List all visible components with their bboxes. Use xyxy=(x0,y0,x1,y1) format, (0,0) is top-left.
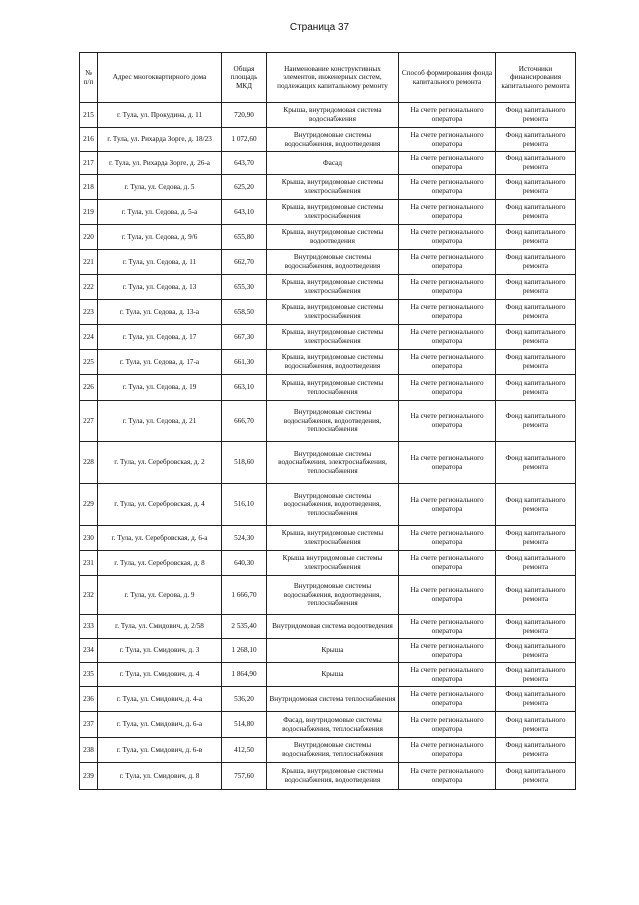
row-area: 514,80 xyxy=(222,712,267,738)
page-number: Страница 37 xyxy=(289,22,350,33)
row-method: На счете регионального оператора xyxy=(399,763,496,790)
row-method: На счете регионального оператора xyxy=(399,663,496,687)
row-elements: Крыша, внутридомовые системы водоснабжения, водоотведения xyxy=(267,350,399,375)
row-area: 1 072,60 xyxy=(222,128,267,152)
row-method: На счете регионального оператора xyxy=(399,200,496,225)
row-method: На счете регионального оператора xyxy=(399,401,496,442)
row-area: 658,50 xyxy=(222,300,267,325)
row-source: Фонд капитального ремонта xyxy=(496,526,576,551)
row-source: Фонд капитального ремонта xyxy=(496,300,576,325)
row-source: Фонд капитального ремонта xyxy=(496,484,576,526)
header-area: Общая площадь МКД xyxy=(222,53,267,103)
row-number: 231 xyxy=(80,551,98,576)
table-row xyxy=(80,484,576,526)
row-area: 667,30 xyxy=(222,325,267,350)
table-row xyxy=(80,615,576,639)
row-address: г. Тула, ул. Серебровская, д. 2 xyxy=(98,442,222,484)
row-elements: Фасад, внутридомовые системы водоснабжения, теплоснабжения xyxy=(267,712,399,738)
row-area: 640,30 xyxy=(222,551,267,576)
row-address: г. Тула, ул. Седова, д. 5 xyxy=(98,175,222,200)
row-address: г. Тула, ул. Седова, д. 17-а xyxy=(98,350,222,375)
row-number: 224 xyxy=(80,325,98,350)
row-elements: Крыша xyxy=(267,639,399,663)
row-address: г. Тула, ул. Смидович, д. 8 xyxy=(98,763,222,790)
row-number: 217 xyxy=(80,152,98,175)
row-address: г. Тула, ул. Седова, д. 11 xyxy=(98,250,222,275)
row-source: Фонд капитального ремонта xyxy=(496,275,576,300)
row-source: Фонд капитального ремонта xyxy=(496,712,576,738)
table-row xyxy=(80,300,576,325)
row-area: 412,50 xyxy=(222,738,267,763)
table-body xyxy=(80,103,576,790)
row-method: На счете регионального оператора xyxy=(399,152,496,175)
table-row xyxy=(80,250,576,275)
row-number: 223 xyxy=(80,300,98,325)
row-source: Фонд капитального ремонта xyxy=(496,250,576,275)
header-source: Источники финансирования капитального ремонта xyxy=(496,53,576,103)
row-number: 225 xyxy=(80,350,98,375)
row-source: Фонд капитального ремонта xyxy=(496,663,576,687)
row-address: г. Тула, ул. Смидович, д. 2/58 xyxy=(98,615,222,639)
row-address: г. Тула, ул. Седова, д. 13-а xyxy=(98,300,222,325)
row-number: 235 xyxy=(80,663,98,687)
table-row xyxy=(80,442,576,484)
row-elements: Крыша xyxy=(267,663,399,687)
row-number: 216 xyxy=(80,128,98,152)
row-elements: Крыша, внутридомовые системы водоснабжения, водоотведения xyxy=(267,763,399,790)
row-source: Фонд капитального ремонта xyxy=(496,350,576,375)
table-row xyxy=(80,128,576,152)
row-source: Фонд капитального ремонта xyxy=(496,763,576,790)
row-number: 221 xyxy=(80,250,98,275)
row-address: г. Тула, ул. Прокудина, д. 11 xyxy=(98,103,222,128)
row-source: Фонд капитального ремонта xyxy=(496,103,576,128)
row-elements: Крыша, внутридомовые системы электроснабжения xyxy=(267,200,399,225)
row-elements: Внутридомовые системы водоснабжения, водоотведения xyxy=(267,250,399,275)
table-row xyxy=(80,401,576,442)
row-source: Фонд капитального ремонта xyxy=(496,687,576,712)
header-address: Адрес многоквартирного дома xyxy=(98,53,222,103)
row-area: 757,60 xyxy=(222,763,267,790)
table-row xyxy=(80,350,576,375)
row-elements: Внутридомовые системы водоснабжения, водоотведения, теплоснабжения xyxy=(267,401,399,442)
row-number: 226 xyxy=(80,375,98,401)
row-method: На счете регионального оператора xyxy=(399,375,496,401)
row-source: Фонд капитального ремонта xyxy=(496,551,576,576)
row-area: 662,70 xyxy=(222,250,267,275)
row-number: 239 xyxy=(80,763,98,790)
row-elements: Крыша, внутридомовые системы водоотведения xyxy=(267,225,399,250)
row-number: 229 xyxy=(80,484,98,526)
row-address: г. Тула, ул. Рихарда Зорге, д. 26-а xyxy=(98,152,222,175)
row-method: На счете регионального оператора xyxy=(399,639,496,663)
row-source: Фонд капитального ремонта xyxy=(496,639,576,663)
row-elements: Внутридомовые системы водоснабжения, водоотведения, теплоснабжения xyxy=(267,576,399,615)
row-method: На счете регионального оператора xyxy=(399,225,496,250)
row-elements: Внутридомовые системы водоснабжения, электроснабжения, теплоснабжения xyxy=(267,442,399,484)
row-number: 230 xyxy=(80,526,98,551)
table-row xyxy=(80,375,576,401)
header-elements: Наименование конструктивных элементов, инженерных систем, подлежащих капитальному ремонту xyxy=(267,53,399,103)
row-source: Фонд капитального ремонта xyxy=(496,152,576,175)
row-area: 643,10 xyxy=(222,200,267,225)
table-row xyxy=(80,551,576,576)
table-row xyxy=(80,325,576,350)
table-row xyxy=(80,225,576,250)
row-address: г. Тула, ул. Смидович, д. 4-а xyxy=(98,687,222,712)
row-source: Фонд капитального ремонта xyxy=(496,738,576,763)
table-row xyxy=(80,663,576,687)
row-number: 227 xyxy=(80,401,98,442)
row-method: На счете регионального оператора xyxy=(399,526,496,551)
row-method: На счете регионального оператора xyxy=(399,300,496,325)
row-elements: Внутридомовые системы водоснабжения, теплоснабжения xyxy=(267,738,399,763)
row-area: 661,30 xyxy=(222,350,267,375)
row-address: г. Тула, ул. Седова, д. 19 xyxy=(98,375,222,401)
row-address: г. Тула, ул. Серебровская, д. 4 xyxy=(98,484,222,526)
row-area: 524,30 xyxy=(222,526,267,551)
row-address: г. Тула, ул. Седова, д. 21 xyxy=(98,401,222,442)
row-area: 516,10 xyxy=(222,484,267,526)
row-number: 234 xyxy=(80,639,98,663)
table-row xyxy=(80,175,576,200)
repair-program-table xyxy=(79,52,576,790)
row-number: 218 xyxy=(80,175,98,200)
row-elements: Фасад xyxy=(267,152,399,175)
row-source: Фонд капитального ремонта xyxy=(496,615,576,639)
row-address: г. Тула, ул. Седова, д. 5-а xyxy=(98,200,222,225)
row-method: На счете регионального оператора xyxy=(399,712,496,738)
row-elements: Крыша, внутридомовые системы электроснабжения xyxy=(267,526,399,551)
row-area: 643,70 xyxy=(222,152,267,175)
row-area: 666,70 xyxy=(222,401,267,442)
row-method: На счете регионального оператора xyxy=(399,128,496,152)
row-number: 220 xyxy=(80,225,98,250)
row-area: 518,60 xyxy=(222,442,267,484)
row-method: На счете регионального оператора xyxy=(399,275,496,300)
row-number: 238 xyxy=(80,738,98,763)
row-method: На счете регионального оператора xyxy=(399,615,496,639)
row-address: г. Тула, ул. Смидович, д. 3 xyxy=(98,639,222,663)
row-area: 1 268,10 xyxy=(222,639,267,663)
row-area: 655,80 xyxy=(222,225,267,250)
row-elements: Крыша, внутридомовые системы теплоснабжения xyxy=(267,375,399,401)
table-row xyxy=(80,200,576,225)
row-number: 236 xyxy=(80,687,98,712)
table-row xyxy=(80,639,576,663)
row-elements: Внутридомовые системы водоснабжения, водоотведения, теплоснабжения xyxy=(267,484,399,526)
table-row xyxy=(80,576,576,615)
row-area: 655,30 xyxy=(222,275,267,300)
row-method: На счете регионального оператора xyxy=(399,350,496,375)
header-method: Способ формирования фонда капитального ремонта xyxy=(399,53,496,103)
row-method: На счете регионального оператора xyxy=(399,576,496,615)
row-area: 2 535,40 xyxy=(222,615,267,639)
table-row xyxy=(80,526,576,551)
row-source: Фонд капитального ремонта xyxy=(496,200,576,225)
table-row xyxy=(80,275,576,300)
row-address: г. Тула, ул. Серебровская, д. 8 xyxy=(98,551,222,576)
row-method: На счете регионального оператора xyxy=(399,250,496,275)
row-method: На счете регионального оператора xyxy=(399,484,496,526)
row-method: На счете регионального оператора xyxy=(399,325,496,350)
row-method: На счете регионального оператора xyxy=(399,687,496,712)
row-area: 1 666,70 xyxy=(222,576,267,615)
row-number: 233 xyxy=(80,615,98,639)
table-row xyxy=(80,738,576,763)
table-row xyxy=(80,763,576,790)
row-source: Фонд капитального ремонта xyxy=(496,175,576,200)
row-method: На счете регионального оператора xyxy=(399,551,496,576)
row-number: 232 xyxy=(80,576,98,615)
row-method: На счете регионального оператора xyxy=(399,738,496,763)
row-elements: Крыша, внутридомовая система водоснабжения xyxy=(267,103,399,128)
row-number: 222 xyxy=(80,275,98,300)
row-address: г. Тула, ул. Седова, д. 17 xyxy=(98,325,222,350)
row-number: 215 xyxy=(80,103,98,128)
row-method: На счете регионального оператора xyxy=(399,442,496,484)
row-source: Фонд капитального ремонта xyxy=(496,401,576,442)
row-address: г. Тула, ул. Седова, д. 13 xyxy=(98,275,222,300)
row-address: г. Тула, ул. Серебровская, д. 6-а xyxy=(98,526,222,551)
row-number: 228 xyxy=(80,442,98,484)
header-num: № п/п xyxy=(80,53,98,103)
table-row xyxy=(80,687,576,712)
row-elements: Крыша, внутридомовые системы электроснабжения xyxy=(267,175,399,200)
row-address: г. Тула, ул. Смидович, д. 6-в xyxy=(98,738,222,763)
table-row xyxy=(80,103,576,128)
row-elements: Внутридомовая система водоотведения xyxy=(267,615,399,639)
row-method: На счете регионального оператора xyxy=(399,103,496,128)
row-source: Фонд капитального ремонта xyxy=(496,128,576,152)
row-source: Фонд капитального ремонта xyxy=(496,442,576,484)
row-elements: Крыша, внутридомовые системы электроснабжения xyxy=(267,275,399,300)
row-area: 625,20 xyxy=(222,175,267,200)
row-area: 720,90 xyxy=(222,103,267,128)
row-source: Фонд капитального ремонта xyxy=(496,375,576,401)
row-address: г. Тула, ул. Смидович, д. 6-а xyxy=(98,712,222,738)
table-header-row xyxy=(80,53,576,103)
row-elements: Внутридомовые системы водоснабжения, водоотведения xyxy=(267,128,399,152)
row-area: 1 864,90 xyxy=(222,663,267,687)
row-address: г. Тула, ул. Седова, д. 9/6 xyxy=(98,225,222,250)
row-source: Фонд капитального ремонта xyxy=(496,576,576,615)
table-row xyxy=(80,152,576,175)
row-area: 663,10 xyxy=(222,375,267,401)
table-row xyxy=(80,712,576,738)
row-elements: Крыша, внутридомовые системы электроснабжения xyxy=(267,300,399,325)
row-area: 536,20 xyxy=(222,687,267,712)
row-elements: Крыша внутридомовые системы электроснабжения xyxy=(267,551,399,576)
row-address: г. Тула, ул. Смидович, д. 4 xyxy=(98,663,222,687)
row-address: г. Тула, ул. Серова, д. 9 xyxy=(98,576,222,615)
row-method: На счете регионального оператора xyxy=(399,175,496,200)
row-elements: Крыша, внутридомовые системы электроснабжения xyxy=(267,325,399,350)
row-number: 219 xyxy=(80,200,98,225)
row-number: 237 xyxy=(80,712,98,738)
row-source: Фонд капитального ремонта xyxy=(496,325,576,350)
row-elements: Внутридомовая система теплоснабжения xyxy=(267,687,399,712)
row-address: г. Тула, ул. Рихарда Зорге, д. 18/23 xyxy=(98,128,222,152)
row-source: Фонд капитального ремонта xyxy=(496,225,576,250)
